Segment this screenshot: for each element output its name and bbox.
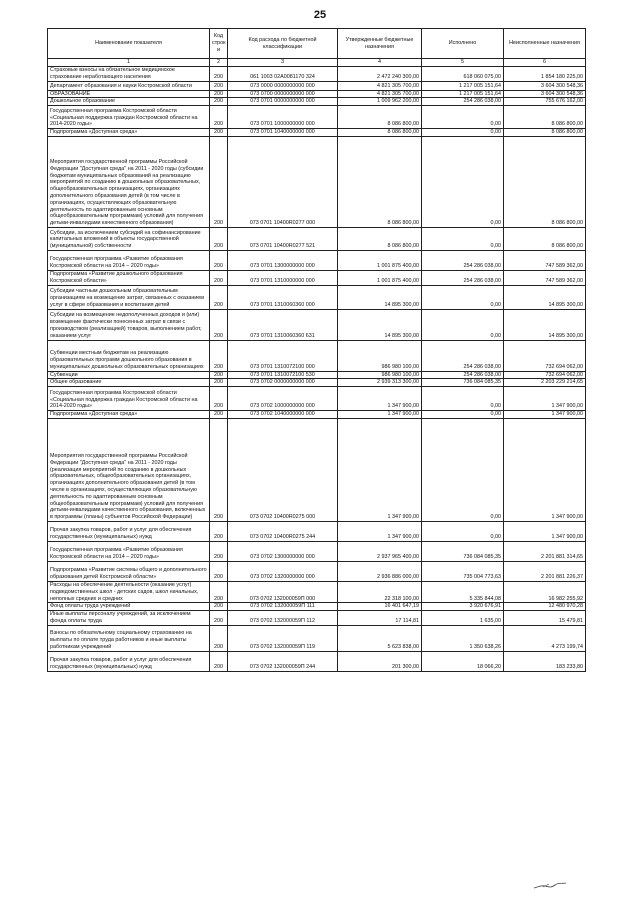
table-row <box>48 340 586 371</box>
column-header-approved: Утвержденные бюджетные назначения <box>338 29 422 59</box>
row-name: Иные выплаты персоналу учреждений, за исключением фонда оплаты труда <box>48 611 210 626</box>
row-code: 200 <box>210 98 228 106</box>
column-number: 2 <box>210 59 228 67</box>
row-name: Субсидии, за исключением субсидий на софинансирование капитальных вложений в объекты государственной (муниципальной) собственности <box>48 227 210 250</box>
row-approved: 17 114,81 <box>338 611 422 626</box>
column-header-executed: Исполнено <box>422 29 504 59</box>
row-approved: 2 939 313 300,00 <box>338 379 422 387</box>
table-row <box>48 541 586 561</box>
table-row <box>48 561 586 581</box>
table-row <box>48 81 586 90</box>
row-executed: 0,00 <box>422 309 504 340</box>
row-code: 200 <box>210 541 228 561</box>
row-kbk: 073 0702 0000000000 000 <box>228 379 338 387</box>
table-row <box>48 581 586 602</box>
table-row <box>48 387 586 411</box>
table-row <box>48 227 586 250</box>
row-kbk: 061 1003 02А0081170 324 <box>228 67 338 82</box>
column-number: 3 <box>228 59 338 67</box>
row-kbk: 073 0701 1310072100 530 <box>228 371 338 379</box>
row-executed: 0,00 <box>422 136 504 227</box>
row-approved: 5 623 838,00 <box>338 625 422 651</box>
row-executed: 254 286 038,00 <box>422 270 504 285</box>
row-executed: 1 350 638,26 <box>422 625 504 651</box>
row-name: Государственная программа Костромской области «Социальная поддержка граждан Костромской области на 2014-2020 годы» <box>48 387 210 411</box>
row-executed: 254 286 038,00 <box>422 250 504 270</box>
table-row <box>48 250 586 270</box>
row-approved: 1 347 900,00 <box>338 521 422 541</box>
row-kbk: 073 0701 1310060360 631 <box>228 309 338 340</box>
row-name: Подпрограмма «Доступная среда» <box>48 129 210 137</box>
row-kbk: 073 0702 132000059П 119 <box>228 625 338 651</box>
row-unexecuted: 732 694 062,00 <box>504 340 586 371</box>
table-row <box>48 651 586 671</box>
row-code: 200 <box>210 129 228 137</box>
row-executed: 1 217 005 151,64 <box>422 90 504 98</box>
row-approved: 1 347 900,00 <box>338 411 422 419</box>
row-kbk: 073 0701 10400R0277 521 <box>228 227 338 250</box>
row-name: Общее образование <box>48 379 210 387</box>
row-name: Департамент образования и науки Костромской области <box>48 81 210 90</box>
row-unexecuted: 3 604 300 548,36 <box>504 81 586 90</box>
row-unexecuted: 1 347 900,00 <box>504 387 586 411</box>
row-kbk: 073 0701 1310072100 000 <box>228 340 338 371</box>
row-approved: 1 001 875 400,00 <box>338 250 422 270</box>
row-code: 200 <box>210 309 228 340</box>
table-row <box>48 98 586 106</box>
row-name: Взносы по обязательному социальному страхованию на выплаты по оплате труда работников и иные выплаты работникам учреждений <box>48 625 210 651</box>
row-executed: 0,00 <box>422 387 504 411</box>
row-kbk: 073 0701 1310000000 000 <box>228 270 338 285</box>
row-executed: 254 286 038,00 <box>422 371 504 379</box>
row-approved: 4 821 305 700,00 <box>338 81 422 90</box>
row-kbk: 073 0702 132000059П 244 <box>228 651 338 671</box>
row-unexecuted: 2 201 881 314,65 <box>504 541 586 561</box>
row-executed: 254 286 038,00 <box>422 340 504 371</box>
column-header-kbk: Код расхода по бюджетной классификации <box>228 29 338 59</box>
row-unexecuted: 16 982 255,92 <box>504 581 586 602</box>
row-executed: 735 004 773,63 <box>422 561 504 581</box>
row-executed: 1 635,00 <box>422 611 504 626</box>
table-row <box>48 136 586 227</box>
row-code: 200 <box>210 250 228 270</box>
table-row <box>48 270 586 285</box>
row-kbk: 073 0701 1310060360 000 <box>228 285 338 309</box>
row-executed: 0,00 <box>422 129 504 137</box>
table-row <box>48 611 586 626</box>
table-row <box>48 625 586 651</box>
row-unexecuted: 1 347 900,00 <box>504 521 586 541</box>
row-name: Дошкольное образование <box>48 98 210 106</box>
page-number: 25 <box>313 9 327 21</box>
row-approved: 14 895 300,00 <box>338 309 422 340</box>
row-code: 200 <box>210 90 228 98</box>
row-name: Фонд оплаты труда учреждений <box>48 603 210 611</box>
row-executed: 1 217 005 151,64 <box>422 81 504 90</box>
row-unexecuted: 8 086 800,00 <box>504 129 586 137</box>
row-name: Субсидии на возмещение недополученных доходов и (или) возмещение фактически понесенных затрат в связи с производством (реализацией) товаров, выполнением работ, оказанием услуг <box>48 309 210 340</box>
row-code: 200 <box>210 81 228 90</box>
row-executed: 18 066,20 <box>422 651 504 671</box>
row-name: Субвенции <box>48 371 210 379</box>
row-name: Государственная программа «Развитие образования Костромской области на 2014 – 2020 годы» <box>48 250 210 270</box>
row-code: 200 <box>210 581 228 602</box>
row-kbk: 073 0702 10400R0275 000 <box>228 418 338 521</box>
row-unexecuted: 1 347 900,00 <box>504 411 586 419</box>
table-row <box>48 411 586 419</box>
row-code: 200 <box>210 561 228 581</box>
row-executed: 736 084 085,35 <box>422 541 504 561</box>
row-name: Субвенции местным бюджетам на реализацию образовательных программ дошкольного образования в муниципальных дошкольных образовательных организациях <box>48 340 210 371</box>
row-kbk: 073 0702 132000059П 000 <box>228 581 338 602</box>
table-row <box>48 285 586 309</box>
table-row <box>48 521 586 541</box>
row-name: Субсидии частным дошкольным образовательным организациям на возмещение затрат, связанных с оказанием услуг в сфере образования и воспитания детей <box>48 285 210 309</box>
row-code: 200 <box>210 227 228 250</box>
row-executed: 0,00 <box>422 411 504 419</box>
table-row <box>48 603 586 611</box>
row-kbk: 073 0701 0000000000 000 <box>228 98 338 106</box>
row-code: 200 <box>210 387 228 411</box>
row-approved: 2 472 240 300,00 <box>338 67 422 82</box>
row-approved: 1 347 900,00 <box>338 387 422 411</box>
table-row <box>48 379 586 387</box>
column-header-code: Код строк и <box>210 29 228 59</box>
row-unexecuted: 747 589 362,00 <box>504 270 586 285</box>
row-approved: 8 086 800,00 <box>338 129 422 137</box>
column-number-row <box>48 59 586 67</box>
column-number: 4 <box>338 59 422 67</box>
row-kbk: 073 0702 10400R0275 244 <box>228 521 338 541</box>
row-kbk: 073 0702 132000059П 111 <box>228 603 338 611</box>
table-body <box>48 67 586 672</box>
row-unexecuted: 8 086 800,00 <box>504 136 586 227</box>
row-unexecuted: 2 203 229 214,65 <box>504 379 586 387</box>
row-name: Мероприятия государственной программы Российской Федерации "Доступная среда" на 2011 - 2020 годы (реализация мероприятий по созданию в дошкольных образовательных, общеобразовательных организациях, организациях дополнительного образования детей (в том числе в организациях, осуществляющих образовательную деятельность по адаптированным основным общеобразовательным программам) условий для получения детьми-инвалидами качественного образования, включенных в программы (планы) субъектов Российской Федерации) <box>48 418 210 521</box>
table-row <box>48 90 586 98</box>
row-executed: 618 060 075,00 <box>422 67 504 82</box>
row-approved: 986 980 100,00 <box>338 371 422 379</box>
table-row <box>48 129 586 137</box>
row-executed: 0,00 <box>422 521 504 541</box>
row-code: 200 <box>210 603 228 611</box>
row-kbk: 073 0701 1040000000 000 <box>228 129 338 137</box>
row-kbk: 073 0702 1320000000 000 <box>228 561 338 581</box>
row-unexecuted: 4 273 199,74 <box>504 625 586 651</box>
column-number: 5 <box>422 59 504 67</box>
row-code: 200 <box>210 651 228 671</box>
row-name: Подпрограмма «Доступная среда» <box>48 411 210 419</box>
row-code: 200 <box>210 521 228 541</box>
row-approved: 16 401 647,19 <box>338 603 422 611</box>
row-executed: 0,00 <box>422 418 504 521</box>
table-row <box>48 371 586 379</box>
row-unexecuted: 1 854 180 225,00 <box>504 67 586 82</box>
row-approved: 8 086 800,00 <box>338 136 422 227</box>
row-code: 200 <box>210 285 228 309</box>
row-kbk: 073 0702 1300000000 000 <box>228 541 338 561</box>
row-executed: 0,00 <box>422 285 504 309</box>
column-header-name: Наименование показателя <box>48 29 210 59</box>
signature-mark <box>533 882 567 890</box>
column-number: 6 <box>504 59 586 67</box>
row-name: Государственная программа Костромской области «Социальная поддержка граждан Костромской области на 2014-2020 годы» <box>48 106 210 129</box>
table-row <box>48 106 586 129</box>
row-name: Государственная программа «Развитие образования Костромской области на 2014 – 2020 годы» <box>48 541 210 561</box>
row-approved: 1 009 962 200,00 <box>338 98 422 106</box>
row-code: 200 <box>210 106 228 129</box>
row-approved: 14 895 300,00 <box>338 285 422 309</box>
row-unexecuted: 183 233,80 <box>504 651 586 671</box>
row-approved: 201 300,00 <box>338 651 422 671</box>
row-unexecuted: 3 604 300 548,36 <box>504 90 586 98</box>
row-name: Страховые взносы на обязательное медицинское страхование неработающего населения <box>48 67 210 82</box>
row-approved: 8 086 800,00 <box>338 227 422 250</box>
row-name: Мероприятия государственной программы Российской Федерации "Доступная среда" на 2011 - 2020 годы (субсидии бюджетам муниципальных образований на реализацию мероприятий по созданию в дошкольных образовательных, общеобразовательных организациях, организациях дополнительного образования детей (в том числе в организациях, осуществляющих образовательную деятельность по адаптированным основным общеобразовательным программам) условий для получения детьми-инвалидами качественного образования) <box>48 136 210 227</box>
budget-execution-table <box>47 28 586 672</box>
table-header-row <box>48 29 586 59</box>
row-code: 200 <box>210 371 228 379</box>
row-code: 200 <box>210 418 228 521</box>
row-executed: 254 286 038,00 <box>422 98 504 106</box>
row-approved: 986 980 100,00 <box>338 340 422 371</box>
row-name: Прочая закупка товаров, работ и услуг для обеспечения государственных (муниципальных) нужд <box>48 651 210 671</box>
row-unexecuted: 732 694 062,00 <box>504 371 586 379</box>
row-code: 200 <box>210 379 228 387</box>
row-code: 200 <box>210 270 228 285</box>
row-executed: 0,00 <box>422 227 504 250</box>
row-unexecuted: 15 479,81 <box>504 611 586 626</box>
row-kbk: 073 0700 0000000000 000 <box>228 90 338 98</box>
row-executed: 736 084 085,35 <box>422 379 504 387</box>
row-code: 200 <box>210 411 228 419</box>
row-code: 200 <box>210 340 228 371</box>
row-code: 200 <box>210 611 228 626</box>
row-code: 200 <box>210 625 228 651</box>
row-kbk: 073 0701 1300000000 000 <box>228 250 338 270</box>
row-name: Подпрограмма «Развитие системы общего и дополнительного образования детей Костромской области» <box>48 561 210 581</box>
row-approved: 8 086 800,00 <box>338 106 422 129</box>
row-kbk: 073 0701 1000000000 000 <box>228 106 338 129</box>
row-unexecuted: 1 347 900,00 <box>504 418 586 521</box>
row-approved: 1 001 875 400,00 <box>338 270 422 285</box>
row-approved: 22 318 100,00 <box>338 581 422 602</box>
row-unexecuted: 747 589 362,00 <box>504 250 586 270</box>
table-row <box>48 418 586 521</box>
row-kbk: 073 0000 0000000000 000 <box>228 81 338 90</box>
row-name: ОБРАЗОВАНИЕ <box>48 90 210 98</box>
row-unexecuted: 14 895 300,00 <box>504 309 586 340</box>
row-kbk: 073 0702 132000059П 112 <box>228 611 338 626</box>
column-header-unexecuted: Неисполненные назначения <box>504 29 586 59</box>
column-number: 1 <box>48 59 210 67</box>
row-unexecuted: 8 086 800,00 <box>504 227 586 250</box>
row-unexecuted: 14 895 300,00 <box>504 285 586 309</box>
row-approved: 2 936 886 000,00 <box>338 561 422 581</box>
row-approved: 4 821 305 700,00 <box>338 90 422 98</box>
row-unexecuted: 755 676 162,00 <box>504 98 586 106</box>
table-row <box>48 309 586 340</box>
row-unexecuted: 12 480 970,28 <box>504 603 586 611</box>
row-code: 200 <box>210 136 228 227</box>
row-code: 200 <box>210 67 228 82</box>
row-unexecuted: 8 086 800,00 <box>504 106 586 129</box>
table-row <box>48 67 586 82</box>
row-name: Прочая закупка товаров, работ и услуг для обеспечения государственных (муниципальных) нужд <box>48 521 210 541</box>
row-approved: 1 347 900,00 <box>338 418 422 521</box>
row-kbk: 073 0702 1040000000 000 <box>228 411 338 419</box>
row-kbk: 073 0701 10400R0277 000 <box>228 136 338 227</box>
row-executed: 0,00 <box>422 106 504 129</box>
row-name: Расходы на обеспечение деятельности (оказание услуг) подведомственных школ - детских садов, школ начальных, неполных средних и средних <box>48 581 210 602</box>
row-executed: 5 335 844,08 <box>422 581 504 602</box>
row-name: Подпрограмма «Развитие дошкольного образования Костромской области» <box>48 270 210 285</box>
row-approved: 2 937 965 400,00 <box>338 541 422 561</box>
row-unexecuted: 2 201 881 226,37 <box>504 561 586 581</box>
row-kbk: 073 0702 1000000000 000 <box>228 387 338 411</box>
row-executed: 3 920 676,91 <box>422 603 504 611</box>
